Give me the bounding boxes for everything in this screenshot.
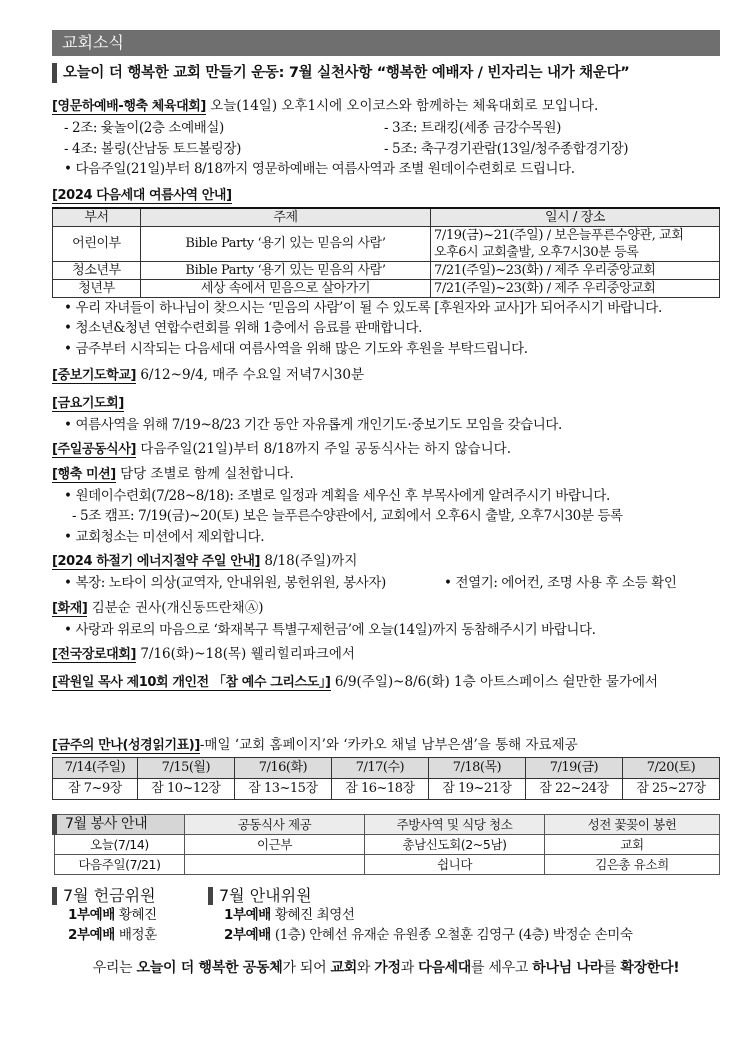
chapter-cell: 잠 7~9장 bbox=[53, 779, 138, 800]
row-label: 오늘(7/14) bbox=[55, 835, 185, 855]
sunday-meal-tag: [주일공동식사] bbox=[52, 441, 137, 457]
exhibition bbox=[52, 671, 720, 694]
intercession-tag: [중보기도학교] bbox=[52, 368, 137, 383]
col-header: 주방사역 및 식당 청소 bbox=[365, 815, 545, 835]
motto-part: 를 세우고 bbox=[471, 960, 533, 976]
motto-bold: 다음세대 bbox=[418, 960, 472, 976]
staff-row bbox=[52, 925, 208, 945]
summer-note: • 우리 자녀들이 하나님이 찾으시는 ‘믿음의 사람’이 될 수 있도록 [후원자와 교사]가 되어주시기 바랍니다. bbox=[64, 299, 662, 316]
group-item: - 2조: 윷놀이(2층 소예배실) bbox=[64, 120, 224, 136]
usher-committee bbox=[208, 887, 633, 945]
chapter-cell: 잠 19~21장 bbox=[428, 779, 525, 800]
day-cell: 7/15(월) bbox=[137, 758, 234, 779]
chapter-cell: 잠 13~15장 bbox=[234, 779, 331, 800]
staff-names: 황혜진 bbox=[118, 907, 157, 923]
service-label: 2부예배 bbox=[224, 927, 271, 943]
church-motto bbox=[52, 957, 720, 977]
bible-reading-tag: [금주의 만나(성경읽기표)] bbox=[52, 738, 200, 753]
sunday-meal-text: 다음주일(21일)부터 8/18까지 주일 공동식사는 하지 않습니다. bbox=[140, 440, 512, 457]
table-row bbox=[55, 855, 720, 875]
chapter-cell: 잠 25~27장 bbox=[622, 779, 719, 800]
dept-cell: 어린이부 bbox=[53, 226, 141, 261]
theme-cell: Bible Party ‘용기 있는 믿음의 사람’ bbox=[141, 226, 431, 261]
kitchen-cell: 총남신도회(2~5남) bbox=[365, 835, 545, 855]
elders-text: 7/16(화)~18(목) 웰리힐리파크에서 bbox=[140, 646, 355, 662]
bible-reading-table bbox=[52, 757, 720, 800]
section-header: 교회소식 bbox=[52, 30, 720, 56]
fire-text: 김분순 권사(개신동뜨란채Ⓐ) bbox=[91, 599, 264, 616]
elders-tag: [전국장로대회] bbox=[52, 647, 137, 662]
table-row bbox=[53, 226, 720, 261]
table-row bbox=[55, 835, 720, 855]
col-header: 공동식사 제공 bbox=[185, 815, 365, 835]
sunday-meal bbox=[52, 438, 720, 461]
group-row bbox=[52, 118, 720, 139]
chapter-cell: 잠 22~24장 bbox=[525, 779, 622, 800]
day-cell: 7/16(화) bbox=[234, 758, 331, 779]
happy-mission bbox=[52, 463, 720, 548]
when-line: 오후6시 교회출발, 오후7시30분 등록 bbox=[434, 244, 639, 260]
campaign-title: 오늘이 더 행복한 교회 만들기 운동: 7월 실천사항 “행복한 예배자 / 빈자리는 내가 채운다” bbox=[52, 63, 720, 83]
mission-line: • 원데이수련회(7/28~8/18): 조별로 일정과 계획을 세우신 후 부목사에게 알려주시기 바랍니다. bbox=[64, 487, 610, 504]
offering-title: 7월 헌금위원 bbox=[52, 887, 208, 905]
motto-part: 를 bbox=[602, 960, 621, 976]
summer-note: • 금주부터 시작되는 다음세대 여름사역을 위해 많은 기도와 후원을 부탁드립니다. bbox=[64, 340, 528, 357]
motto-part: 우리는 bbox=[92, 960, 137, 976]
fire-note: • 사랑과 위로의 마음으로 ‘화재복구 특별구제헌금’에 오늘(14일)까지 동참해주시기 바랍니다. bbox=[64, 621, 596, 638]
exhibition-tag: [곽원일 목사 제10회 개인전 「참 예수 그리스도」] bbox=[52, 675, 331, 690]
summer-ministry-notice bbox=[52, 184, 720, 360]
group-row bbox=[52, 139, 720, 160]
motto-part: 과 bbox=[400, 960, 419, 976]
col-header: 성전 꽃꽂이 봉헌 bbox=[545, 815, 720, 835]
staff-names: 배정훈 bbox=[118, 927, 157, 943]
energy-row bbox=[52, 573, 720, 594]
bible-reading bbox=[52, 734, 720, 800]
when-cell: 7/21(주일)~23(화) / 제주 우리중앙교회 bbox=[431, 261, 720, 279]
col-header: 부서 bbox=[53, 208, 141, 227]
service-header-row bbox=[55, 815, 720, 835]
motto-bold: 가정 bbox=[374, 960, 401, 976]
when-cell bbox=[431, 226, 720, 261]
staff-section bbox=[52, 887, 720, 945]
chapter-cell: 잠 16~18장 bbox=[331, 779, 428, 800]
meal-cell bbox=[185, 855, 365, 875]
youth-sports-note: • 다음주일(21일)부터 8/18까지 영문하예배는 여름사역과 조별 원데이수련회로 드립니다. bbox=[64, 161, 575, 177]
mission-line: • 교회청소는 미션에서 제외합니다. bbox=[64, 528, 265, 545]
usher-title: 7월 안내위원 bbox=[208, 887, 633, 905]
staff-row bbox=[208, 905, 633, 925]
summer-ministry-tag: [2024 다음세대 여름사역 안내] bbox=[52, 187, 232, 203]
day-cell: 7/20(토) bbox=[622, 758, 719, 779]
energy-text: 8/18(주일)까지 bbox=[264, 553, 358, 569]
intercession-school bbox=[52, 364, 720, 387]
day-cell: 7/17(수) bbox=[331, 758, 428, 779]
friday-prayer bbox=[52, 392, 720, 436]
row-label: 다음주일(7/21) bbox=[55, 855, 185, 875]
chapters-row bbox=[53, 779, 720, 800]
chapter-cell: 잠 10~12장 bbox=[137, 779, 234, 800]
energy-dress: • 복장: 노타이 의상(교역자, 안내위원, 봉헌위원, 봉사자) bbox=[64, 575, 386, 591]
energy-saving bbox=[52, 550, 720, 594]
group-item: - 4조: 볼링(산남동 토드볼링장) bbox=[64, 140, 241, 157]
service-label: 1부예배 bbox=[68, 907, 115, 923]
theme-cell: 세상 속에서 믿음으로 살아가기 bbox=[141, 279, 431, 297]
summer-note: • 청소년&청년 연합수련회를 위해 1층에서 음료를 판매합니다. bbox=[64, 320, 422, 336]
fire-tag: [화재] bbox=[52, 600, 88, 616]
col-header: 주제 bbox=[141, 208, 431, 227]
when-line: 7/19(금)~21(주일) / 보은늘푸른수양관, 교회 bbox=[434, 227, 684, 243]
motto-bold: 확장한다! bbox=[620, 960, 680, 976]
staff-row bbox=[52, 905, 208, 925]
motto-bold: 교회 bbox=[330, 960, 357, 976]
flower-cell: 교회 bbox=[545, 835, 720, 855]
elders-conference bbox=[52, 643, 720, 666]
fire-notice bbox=[52, 597, 720, 641]
service-label: 2부예배 bbox=[68, 927, 115, 943]
motto-part: 와 bbox=[356, 960, 375, 976]
flower-cell: 김은총 유소희 bbox=[545, 855, 720, 875]
happy-mission-text: 담당 조별로 함께 실천합니다. bbox=[120, 465, 294, 482]
energy-appliance: • 전열기: 에어컨, 조명 사용 후 소등 확인 bbox=[444, 575, 677, 591]
service-table bbox=[52, 814, 720, 875]
theme-cell: Bible Party ‘용기 있는 믿음의 사람’ bbox=[141, 261, 431, 279]
staff-row bbox=[208, 925, 633, 945]
exhibition-text: 6/9(주일)~8/6(화) 1층 아트스페이스 쉴만한 물가에서 bbox=[334, 674, 659, 690]
service-label: 1부예배 bbox=[224, 907, 271, 923]
bible-reading-text: -매일 ‘교회 홈페이지’와 ‘카카오 채널 남부은샘’을 통해 자료제공 bbox=[199, 737, 578, 753]
friday-prayer-tag: [금요기도회] bbox=[52, 396, 124, 411]
youth-sports-tag: [영문하예배-행축 체육대회] bbox=[52, 99, 206, 114]
col-header: 일시 / 장소 bbox=[431, 208, 720, 227]
offering-committee bbox=[52, 887, 208, 945]
motto-bold: 오늘이 더 행복한 공동체 bbox=[136, 960, 283, 976]
motto-bold: 하나님 나라 bbox=[532, 960, 603, 976]
day-cell: 7/14(주일) bbox=[53, 758, 138, 779]
when-cell: 7/21(주일)~23(화) / 제주 우리중앙교회 bbox=[431, 279, 720, 297]
staff-names: 황혜진 최영선 bbox=[274, 907, 355, 923]
motto-part: 가 되어 bbox=[282, 960, 331, 976]
day-cell: 7/19(금) bbox=[525, 758, 622, 779]
kitchen-cell: 쉽니다 bbox=[365, 855, 545, 875]
happy-mission-tag: [행축 미션] bbox=[52, 466, 116, 482]
meal-cell: 이근부 bbox=[185, 835, 365, 855]
days-row bbox=[53, 758, 720, 779]
friday-prayer-note: • 여름사역을 위해 7/19~8/23 기간 동안 자유롭게 개인기도·중보기도 모임을 갖습니다. bbox=[64, 417, 562, 433]
day-cell: 7/18(목) bbox=[428, 758, 525, 779]
dept-cell: 청년부 bbox=[53, 279, 141, 297]
staff-names: (1층) 안혜선 유재순 유원종 오철훈 김영구 (4층) 박정순 손미숙 bbox=[274, 927, 633, 943]
intercession-text: 6/12~9/4, 매주 수요일 저녁7시30분 bbox=[140, 367, 364, 383]
youth-sports-notice bbox=[52, 95, 720, 180]
dept-cell: 청소년부 bbox=[53, 261, 141, 279]
table-row bbox=[53, 279, 720, 297]
summer-ministry-table bbox=[52, 207, 720, 298]
service-title: 7월 봉사 안내 bbox=[55, 815, 185, 835]
group-item: - 3조: 트래킹(세종 금강수목원) bbox=[384, 120, 561, 136]
group-item: - 5조: 축구경기관람(13일/청주종합경기장) bbox=[384, 140, 629, 157]
church-news bbox=[52, 30, 720, 977]
energy-tag: [2024 하절기 에너지절약 주일 안내] bbox=[52, 554, 261, 569]
mission-line: - 5조 캠프: 7/19(금)~20(토) 보은 늘푸른수양관에서, 교회에서 오후6시 출발, 오후7시30분 등록 bbox=[72, 508, 623, 524]
youth-sports-text: 오늘(14일) 오후1시에 오이코스와 함께하는 체육대회로 모입니다. bbox=[210, 98, 599, 114]
table-row bbox=[53, 261, 720, 279]
